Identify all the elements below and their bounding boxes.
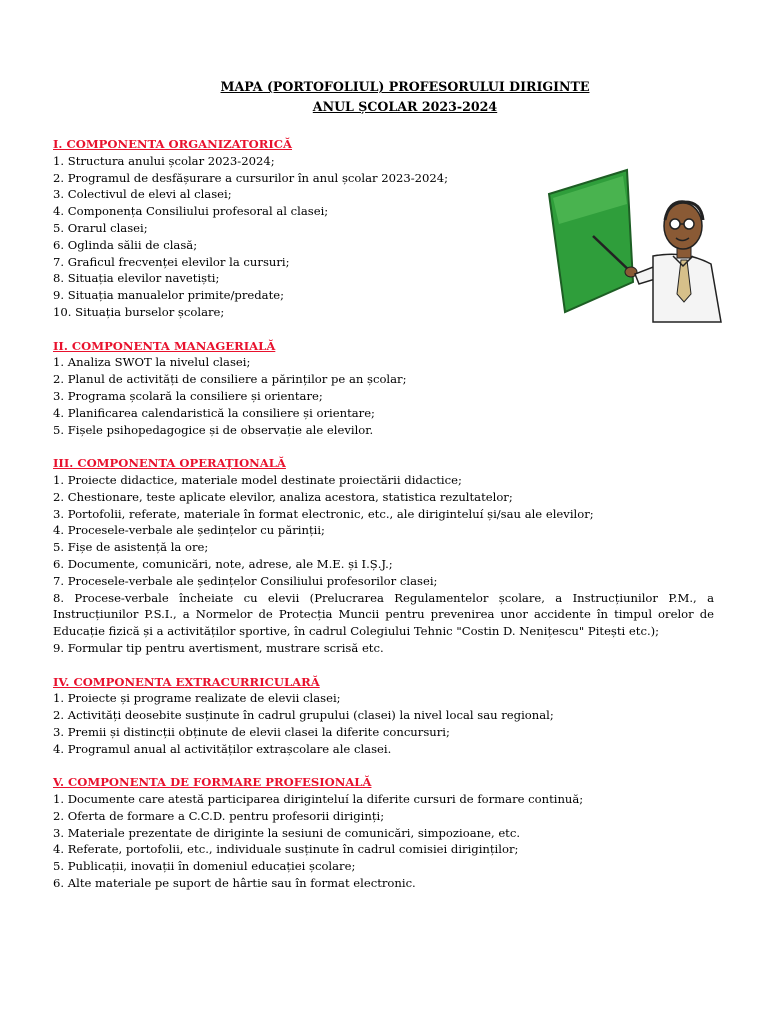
list-item: 3. Premii și distincții obținute de elevii clasei la diferite concursuri; [53,724,450,739]
title-line-2: ANUL ȘCOLAR 2023-2024 [312,99,498,114]
title-line-1: MAPA (PORTOFOLIUL) PROFESORULUI DIRIGINTE [220,79,590,94]
list-item: 9. Situația manualelor primite/predate; [53,288,285,303]
list-item: 6. Alte materiale pe suport de hârtie sau în format electronic. [53,876,416,891]
list-item: 2. Activități deosebite susținute în cadrul grupului (clasei) la nivel local sau regional; [53,708,554,723]
list-item: 7. Graficul frecvenței elevilor la cursuri; [53,254,290,269]
list-item: 6. Oglinda sălii de clasă; [53,237,198,252]
list-item: 8. Procese-verbale încheiate cu elevii (Prelucrarea Regulamentelor școlare, a Instrucțiunilor P.M., a Instrucțiunilor P.S.I., a Normelor de Protecția Muncii pentru prevenirea unor accidente în timpul orelor de Educație fizică și a activităților sportive, în cadrul Colegiului Tehnic "Costin D. Nenițescu" Pitești etc.); [53,590,714,639]
list-item: 3. Materiale prezentate de diriginte la sesiuni de comunicări, simpozioane, etc. [53,825,521,840]
list-item: 2. Programul de desfășurare a cursurilor în anul școlar 2023-2024; [53,170,449,185]
list-item: 3. Portofolii, referate, materiale în format electronic, etc., ale diriginteluí și/sau ale elevilor; [53,506,594,521]
list-item: 3. Programa școlară la consiliere și orientare; [53,388,323,403]
list-item: 9. Formular tip pentru avertisment, mustrare scrisă etc. [53,640,384,655]
section-heading: V. COMPONENTA DE FORMARE PROFESIONALĂ [53,775,372,790]
section-heading: IV. COMPONENTA EXTRACURRICULARĂ [53,674,320,689]
list-item: 2. Planul de activități de consiliere a părinților pe an școlar; [53,372,407,387]
list-item: 4. Referate, portofolii, etc., individuale susținute în cadrul comisiei diriginților; [53,842,519,857]
section-manageriala [53,338,714,439]
list-item: 4. Programul anual al activităților extrașcolare ale clasei. [53,741,392,756]
section-heading: II. COMPONENTA MANAGERIALĂ [53,338,276,353]
list-item: 5. Fișe de asistență la ore; [53,540,209,555]
section-heading: III. COMPONENTA OPERAȚIONALĂ [53,456,286,471]
list-item: 4. Procesele-verbale ale ședințelor cu părinții; [53,523,325,538]
list-item: 1. Structura anului școlar 2023-2024; [53,153,275,168]
list-item: 3. Colectivul de elevi al clasei; [53,187,232,202]
list-item: 4. Componența Consiliului profesoral al clasei; [53,204,329,219]
list-item: 5. Fișele psihopedagogice și de observație ale elevilor. [53,422,374,437]
list-item: 2. Chestionare, teste aplicate elevilor, analiza acestora, statistica rezultatelor; [53,489,513,504]
list-item: 6. Documente, comunicări, note, adrese, ale M.E. și I.Ș.J.; [53,556,393,571]
list-item: 5. Orarul clasei; [53,220,148,235]
list-item: 4. Planificarea calendaristică la consiliere și orientare; [53,405,375,420]
teacher-at-board-icon [535,164,735,324]
list-item: 1. Documente care atestă participarea diriginteluí la diferite cursuri de formare continuă; [53,792,584,807]
section-formare-profesionala [53,774,714,892]
list-item: 8. Situația elevilor navetiști; [53,271,220,286]
section-extracurriculara [53,674,714,758]
list-item: 7. Procesele-verbale ale ședințelor Consiliului profesorilor clasei; [53,573,438,588]
list-item: 2. Oferta de formare a C.C.D. pentru profesorii diriginți; [53,808,385,823]
document-title [0,77,768,117]
list-item: 5. Publicații, inovații în domeniul educației școlare; [53,859,356,874]
section-heading: I. COMPONENTA ORGANIZATORICĂ [53,137,293,151]
list-item: 1. Proiecte și programe realizate de elevii clasei; [53,691,341,706]
list-item: 1. Proiecte didactice, materiale model destinate proiectării didactice; [53,472,462,487]
section-operationala [53,455,714,657]
list-item: 10. Situația burselor școlare; [53,304,225,319]
list-item: 1. Analiza SWOT la nivelul clasei; [53,355,251,370]
